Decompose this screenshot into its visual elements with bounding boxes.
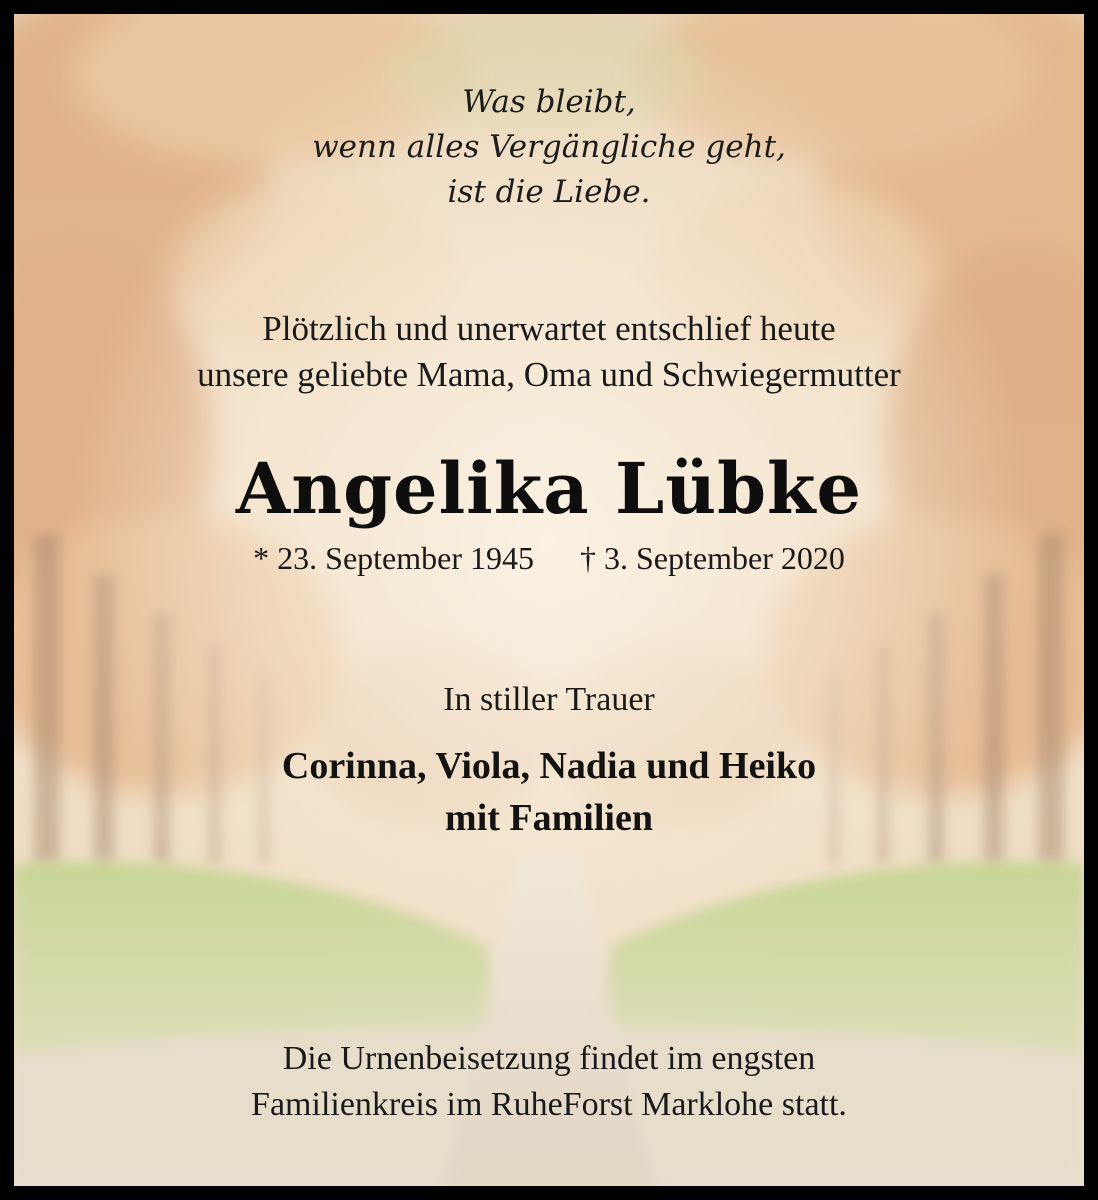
burial-line: Die Urnenbeisetzung findet im engsten [282, 1040, 816, 1077]
intro-text [14, 306, 1084, 398]
intro-line: Plötzlich und unerwartet entschlief heute [262, 309, 836, 348]
intro-line: unsere geliebte Mama, Oma und Schwiegermutter [197, 355, 901, 394]
motto-line: wenn alles Vergängliche geht, [312, 129, 786, 165]
death-date: † 3. September 2020 [580, 540, 845, 576]
life-dates [14, 538, 1084, 578]
motto-quote [14, 80, 1084, 215]
notice-text [14, 14, 1084, 1186]
burial-note [14, 1036, 1084, 1128]
motto-line: Was bleibt, [462, 84, 636, 120]
motto-line: ist die Liebe. [447, 174, 651, 210]
family-names [14, 740, 1084, 844]
obituary-card [14, 14, 1084, 1186]
burial-line: Familienkreis im RuheForst Marklohe statt. [251, 1086, 847, 1123]
birth-date: * 23. September 1945 [253, 540, 534, 576]
family-line: Corinna, Viola, Nadia und Heiko [281, 745, 817, 787]
mourning-label: In stiller Trauer [443, 681, 655, 718]
deceased-name: Angelika Lübke [235, 447, 863, 530]
family-line: mit Familien [445, 797, 653, 839]
